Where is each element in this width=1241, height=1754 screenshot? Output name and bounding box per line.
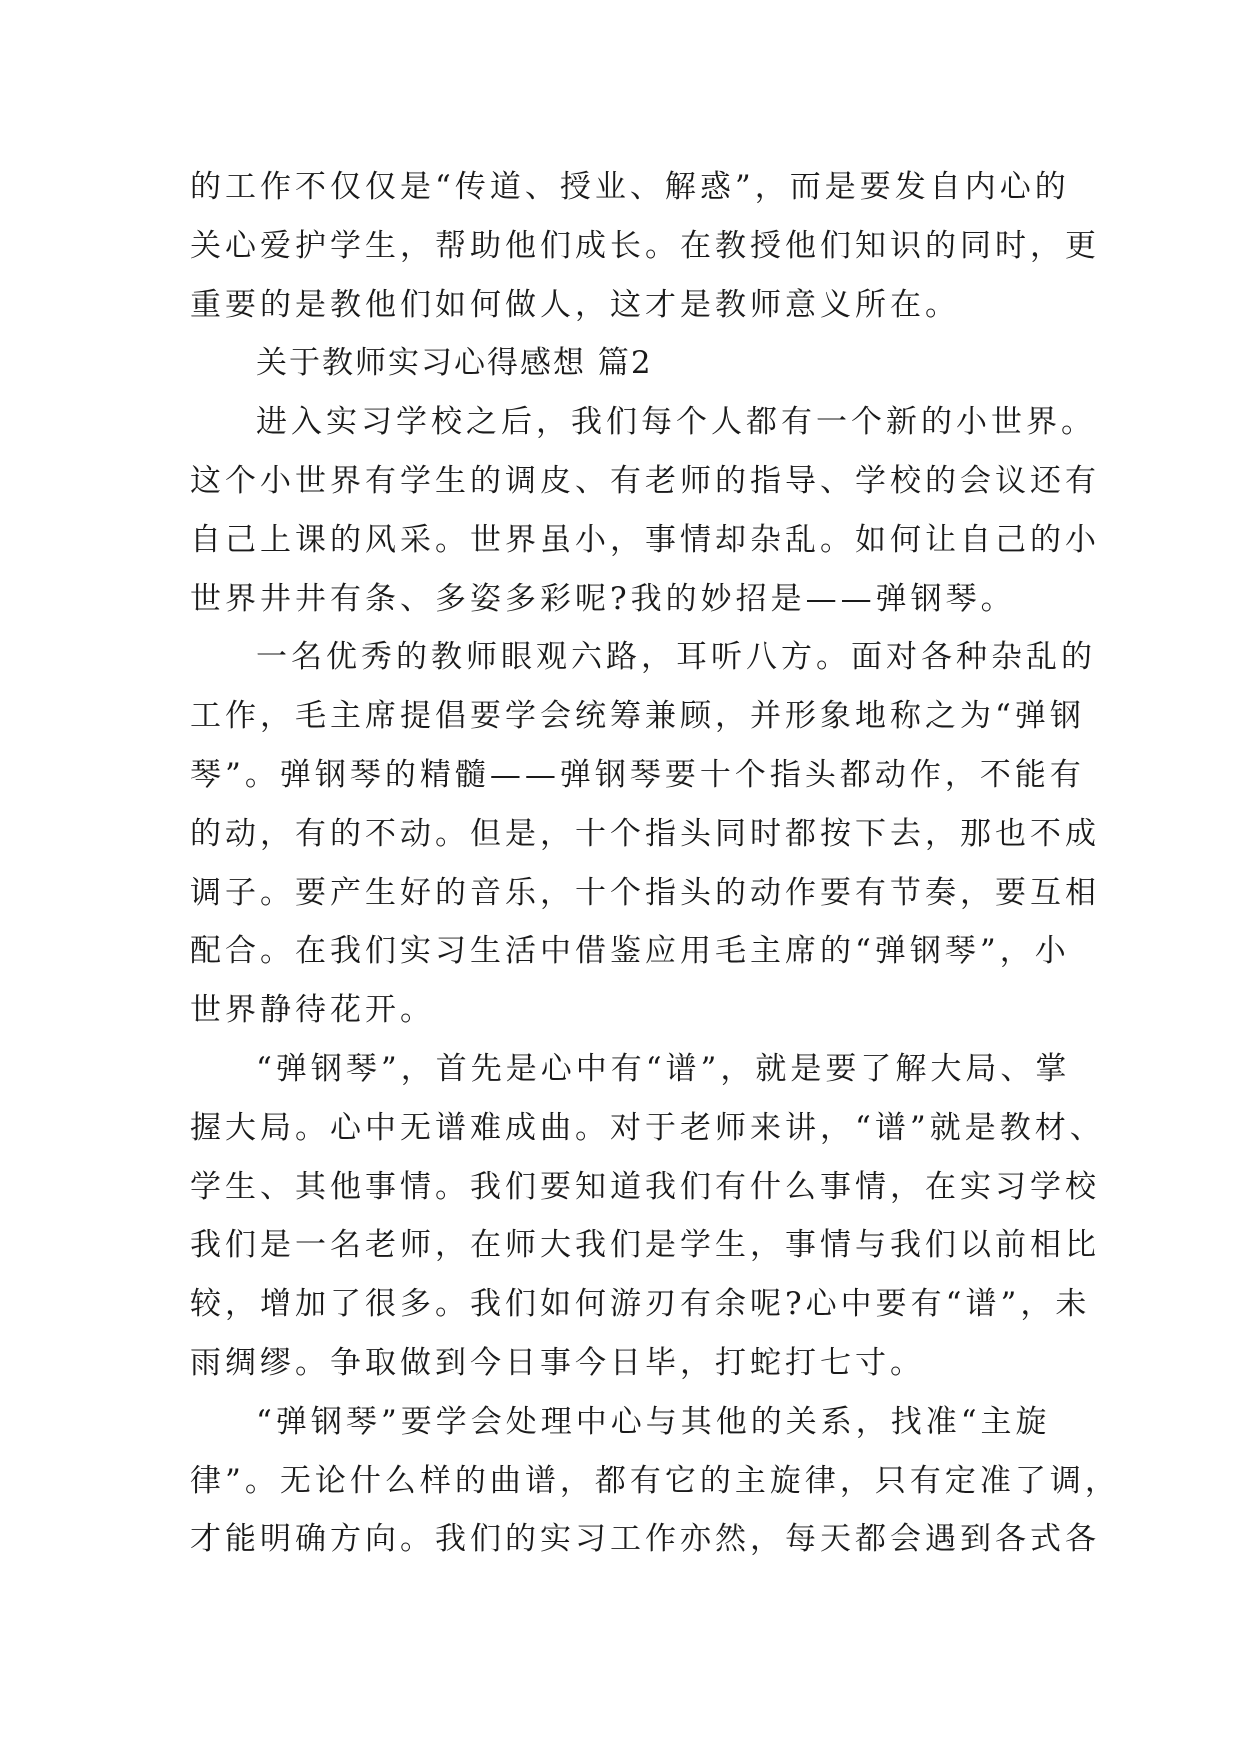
text-line: “弹钢琴”要学会处理中心与其他的关系，找准“主旋	[256, 1403, 1051, 1440]
text-line: “弹钢琴”，首先是心中有“谱”，就是要了解大局、掌	[256, 1050, 1071, 1087]
text-line: 我们是一名老师，在师大我们是学生，事情与我们以前相比	[190, 1227, 1100, 1264]
section-heading: 关于教师实习心得感想 篇2	[256, 345, 653, 382]
text-line: 世界静待花开。	[190, 992, 435, 1029]
text-line: 学生、其他事情。我们要知道我们有什么事情，在实习学校	[190, 1168, 1100, 1205]
text-line: 较，增加了很多。我们如何游刃有余呢?心中要有“谱”，未	[190, 1286, 1091, 1323]
text-line: 琴”。弹钢琴的精髓——弹钢琴要十个指头都动作，不能有	[190, 756, 1085, 793]
text-line: 调子。要产生好的音乐，十个指头的动作要有节奏，要互相	[190, 874, 1100, 911]
text-line: 世界井井有条、多姿多彩呢?我的妙招是——弹钢琴。	[190, 580, 1016, 617]
text-line: 的动，有的不动。但是，十个指头同时都按下去，那也不成	[190, 815, 1100, 852]
text-line: 重要的是教他们如何做人，这才是教师意义所在。	[190, 286, 960, 323]
text-line: 自己上课的风采。世界虽小，事情却杂乱。如何让自己的小	[190, 521, 1100, 558]
text-line: 一名优秀的教师眼观六路，耳听八方。面对各种杂乱的	[256, 639, 1096, 676]
text-line: 律”。无论什么样的曲谱，都有它的主旋律，只有定准了调，	[190, 1462, 1120, 1499]
text-line: 配合。在我们实习生活中借鉴应用毛主席的“弹钢琴”，小	[190, 933, 1070, 970]
text-line: 握大局。心中无谱难成曲。对于老师来讲，“谱”就是教材、	[190, 1109, 1105, 1146]
text-line: 雨绸缪。争取做到今日事今日毕，打蛇打七寸。	[190, 1344, 925, 1381]
text-line: 才能明确方向。我们的实习工作亦然，每天都会遇到各式各	[190, 1521, 1100, 1558]
text-line: 这个小世界有学生的调皮、有老师的指导、学校的会议还有	[190, 462, 1100, 499]
text-line: 进入实习学校之后，我们每个人都有一个新的小世界。	[256, 404, 1096, 441]
text-line: 关心爱护学生，帮助他们成长。在教授他们知识的同时，更	[190, 227, 1100, 264]
body-text	[190, 158, 1120, 1569]
text-line: 的工作不仅仅是“传道、授业、解惑”，而是要发自内心的	[190, 169, 1070, 205]
text-line: 工作，毛主席提倡要学会统筹兼顾，并形象地称之为“弹钢	[190, 698, 1085, 735]
